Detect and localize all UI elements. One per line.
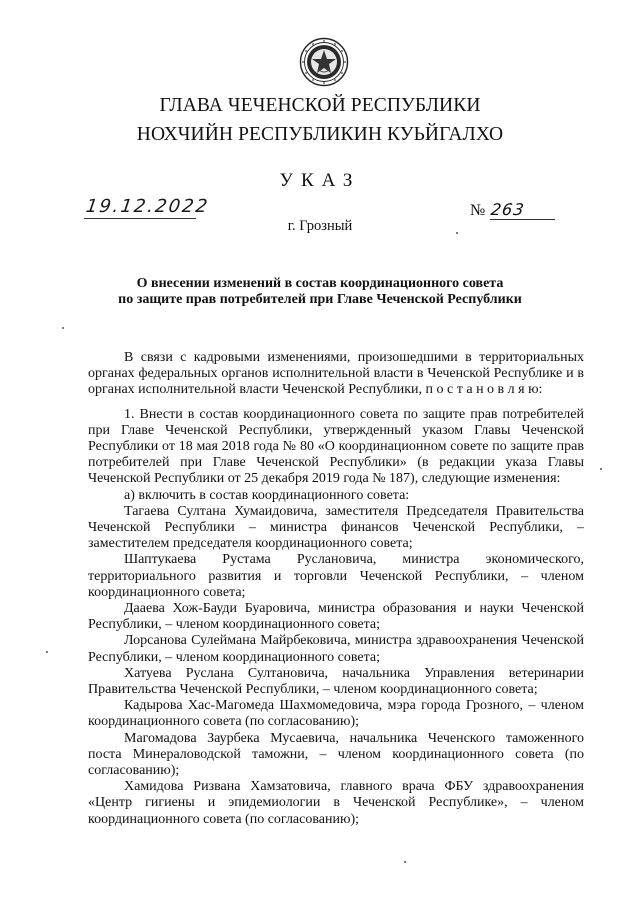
decree-number-handwritten: 263 (489, 200, 527, 219)
body-paragraph-member: Кадырова Хас-Магомеда Шахмомедовича, мэра города Грозного, – членом координационного совета (по согласованию); (88, 698, 584, 730)
body-paragraph-member: Тагаева Султана Хумаидовича, заместителя Председателя Правительства Чеченской Республики – министра финансов Чеченской Республики, – заместителем председателя координационного совета; (88, 503, 584, 552)
number-label: № (470, 202, 486, 219)
body-paragraph-member: Дааева Хож-Бауди Буаровича, министра образования и науки Чеченской Республики, – членом координационного совета; (88, 601, 584, 633)
body-paragraph-item-1: 1. Внести в состав координационного совета по защите прав потребителей при Главе Чеченской Республики, утвержденный указом Главы Чеченской Республики от 18 мая 2018 года № 80 «О координационном совете по защите прав потребителей при Главе Чеченской Республики» (в редакции указа Главы Чеченской Республики от 25 декабря 2019 года № 187), следующие изменения: (88, 406, 584, 487)
scan-speck (46, 651, 48, 653)
scan-speck (404, 861, 406, 863)
decree-date-handwritten: 19.12.2022 (84, 196, 211, 217)
body-paragraph-member: Лорсанова Сулеймана Майрбековича, министра здравоохранения Чеченской Республики, – членом координационного совета; (88, 633, 584, 665)
scan-speck (456, 232, 458, 234)
subject-line-1: О внесении изменений в состав координационного совета (136, 276, 504, 291)
decree-city: г. Грозный (287, 218, 353, 234)
scan-speck (600, 468, 602, 470)
decree-subject (60, 276, 580, 308)
header-title-chechen: НОХЧИЙН РЕСПУБЛИКИН КУЬЙГАЛХО (136, 124, 504, 145)
body-paragraph-member: Хатуева Руслана Султановича, начальника Управления ветеринарии Правительства Чеченской Республики, – членом координационного совета; (88, 665, 584, 698)
body-paragraph-member: Магомадова Заурбека Мусаевича, начальника Чеченского таможенного поста Минераловодской таможни, – членом координационного совета (по согласованию); (88, 730, 584, 779)
body-paragraph-subitem-a: а) включить в состав координационного совета: (124, 487, 410, 503)
body-paragraph-preamble: В связи с кадровыми изменениями, произошедшими в территориальных органах федеральных органов исполнительной власти в Чеченской Республике и в органах исполнительной власти Чеченской Республики, п о с т а н о в л я ю: (88, 350, 584, 398)
header-title-russian: ГЛАВА ЧЕЧЕНСКОЙ РЕСПУБЛИКИ (159, 95, 481, 116)
subject-line-2: по защите прав потребителей при Главе Чеченской Республики (118, 292, 522, 307)
coat-of-arms-emblem (299, 37, 349, 87)
decree-title: УКАЗ (279, 170, 361, 191)
decree-body (88, 350, 584, 828)
scan-speck (62, 327, 64, 329)
body-paragraph-member: Хамидова Ризвана Хамзатовича, главного врача ФБУ здравоохранения «Центр гигиены и эпидемиологии в Чеченской Республике», – членом координационного совета (по согласованию); (88, 779, 584, 827)
decree-number-block (470, 200, 525, 220)
body-paragraph-member: Шаптукаева Рустама Руслановича, министра экономического, территориального развития и торговли Чеченской Республики, – членом координационного совета; (88, 552, 584, 600)
